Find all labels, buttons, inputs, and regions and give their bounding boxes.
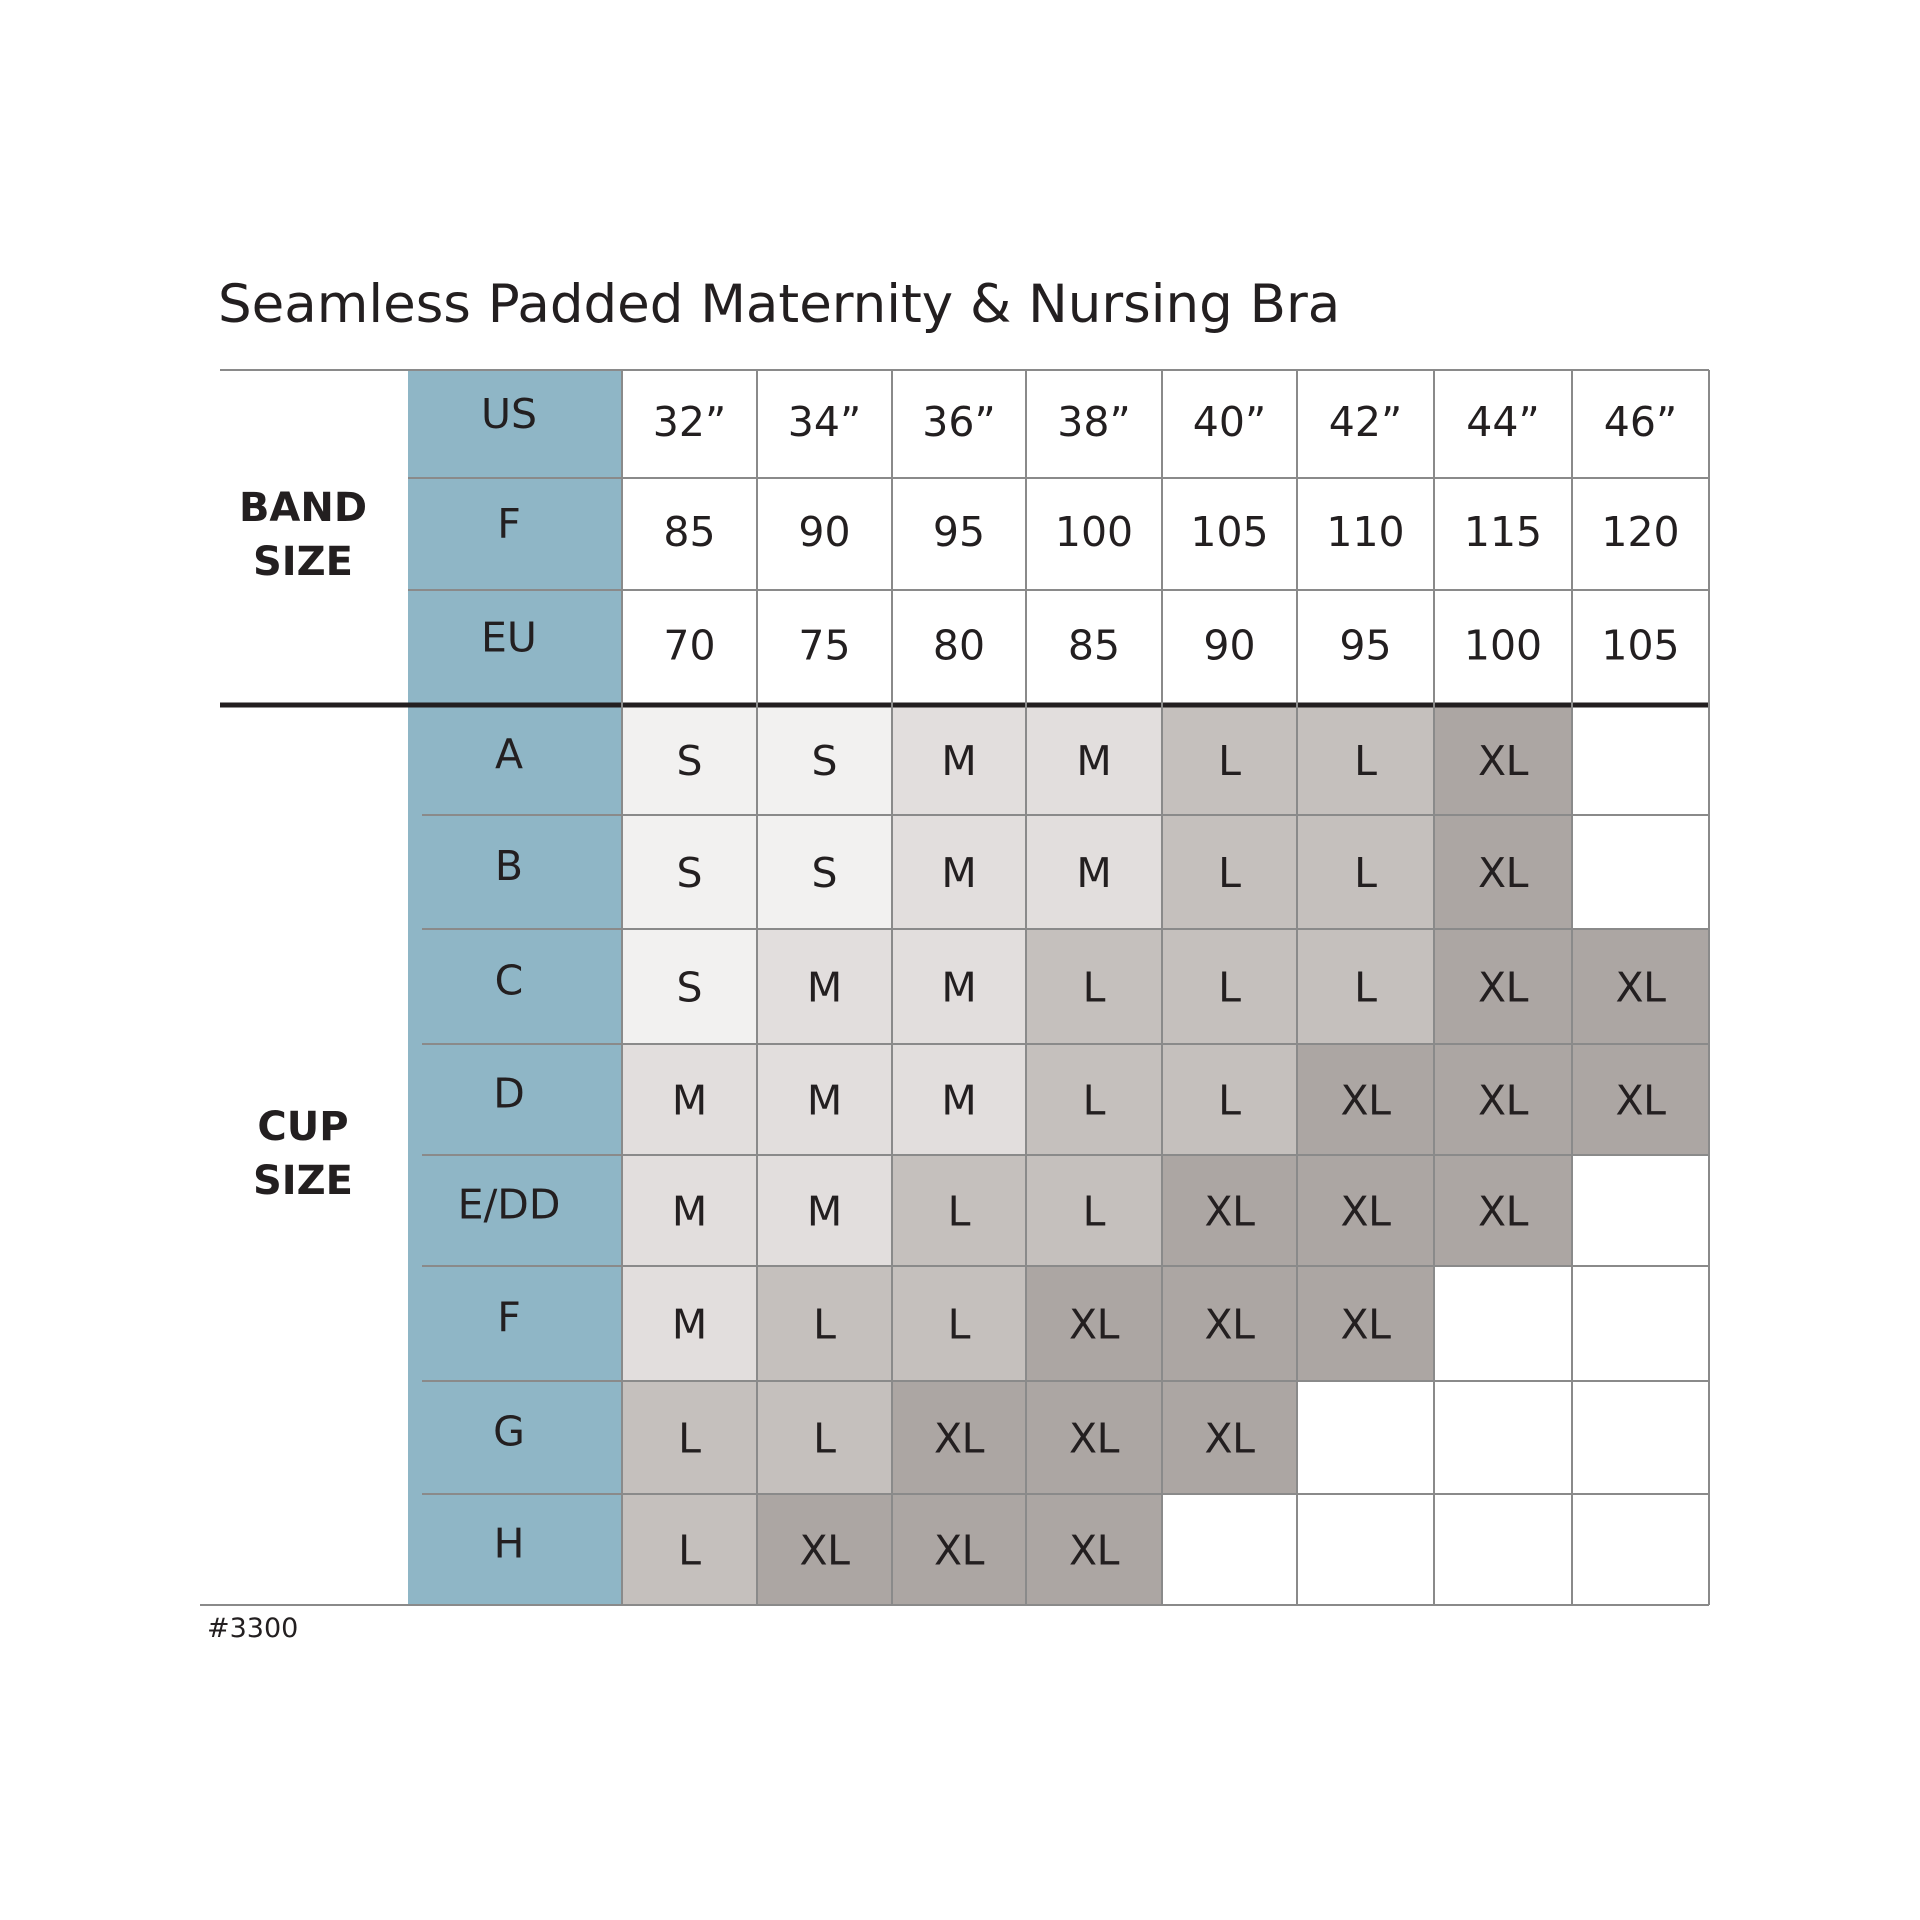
cup-row-label-d: D (493, 1069, 525, 1118)
size-value-cell: M (671, 1187, 708, 1236)
cup-row-label-f: F (497, 1293, 521, 1342)
size-value-cell: M (671, 1300, 708, 1349)
size-value-cell: L (1218, 1076, 1241, 1125)
cup-row-label-e-dd: E/DD (457, 1180, 561, 1229)
band-value-cell: 44” (1466, 398, 1540, 446)
cup-row-label-c: C (494, 956, 524, 1005)
size-value-cell: L (1354, 963, 1377, 1012)
cup-size-label-line1: CUP (257, 1104, 349, 1150)
size-value-cell: L (678, 1526, 701, 1575)
size-value-cell: M (806, 1187, 843, 1236)
band-value-cell: 85 (663, 508, 716, 556)
size-value-cell: L (813, 1300, 836, 1349)
size-value-cell: M (941, 737, 977, 785)
size-cell-empty (1162, 1494, 1297, 1605)
size-value-cell: XL (799, 1526, 850, 1575)
size-cell-empty (1572, 815, 1709, 929)
size-cell-empty (1572, 705, 1709, 815)
size-value-cell: S (676, 849, 703, 897)
band-value-cell: 38” (1057, 398, 1131, 446)
size-value-cell: L (1354, 849, 1377, 897)
band-value-cell: 46” (1603, 398, 1678, 446)
size-value-cell: L (813, 1414, 836, 1463)
size-value-cell: XL (1069, 1300, 1119, 1349)
size-value-cell: S (676, 963, 703, 1012)
size-value-cell: M (806, 1076, 843, 1125)
size-value-cell: L (1218, 737, 1241, 785)
band-value-cell: 42” (1328, 398, 1403, 446)
size-value-cell: L (1354, 737, 1377, 785)
size-value-cell: XL (1340, 1300, 1391, 1349)
band-value-cell: 110 (1326, 508, 1405, 556)
size-value-cell: S (811, 737, 838, 785)
cup-row-label-g: G (493, 1407, 525, 1456)
chart-title: Seamless Padded Maternity & Nursing Bra (218, 274, 1341, 335)
size-value-cell: XL (1478, 849, 1528, 897)
size-cell-empty (1572, 1155, 1709, 1266)
size-cell-empty (1434, 1266, 1572, 1381)
band-value-cell: 95 (932, 508, 986, 556)
cup-row-label-a: A (494, 730, 524, 778)
band-value-cell: 32” (652, 398, 727, 446)
band-value-cell: 75 (798, 621, 851, 670)
size-value-cell: M (941, 1076, 977, 1125)
size-value-cell: L (678, 1414, 701, 1463)
size-value-cell: M (941, 849, 977, 897)
size-cell-empty (1297, 1381, 1434, 1494)
size-value-cell: XL (1615, 963, 1666, 1012)
band-value-cell: 120 (1601, 508, 1680, 556)
size-value-cell: XL (1478, 1076, 1528, 1125)
band-row-label-us: US (480, 390, 538, 438)
size-value-cell: M (806, 963, 843, 1012)
band-value-cell: 90 (798, 508, 851, 556)
size-value-cell: L (1218, 963, 1241, 1012)
size-value-cell: XL (1204, 1414, 1255, 1463)
cup-row-label-h: H (493, 1519, 525, 1568)
band-value-cell: 85 (1067, 621, 1121, 670)
band-value-cell: 40” (1192, 398, 1267, 446)
size-cell-empty (1434, 1494, 1572, 1605)
size-value-cell: XL (1204, 1187, 1255, 1236)
size-value-cell: L (947, 1300, 971, 1349)
band-value-cell: 105 (1601, 621, 1680, 670)
band-value-cell: 70 (663, 621, 716, 670)
size-value-cell: XL (1340, 1187, 1391, 1236)
band-value-cell: 34” (787, 398, 862, 446)
size-value-cell: L (947, 1187, 971, 1236)
size-value-cell: M (941, 963, 977, 1012)
size-cell-empty (1297, 1494, 1434, 1605)
size-value-cell: XL (1478, 963, 1528, 1012)
size-value-cell: L (1218, 849, 1241, 897)
band-size-group-label (203, 481, 403, 589)
size-cell-empty (1572, 1494, 1709, 1605)
size-value-cell: XL (1478, 737, 1528, 785)
size-value-cell: L (1082, 1187, 1106, 1236)
band-value-cell: 105 (1190, 508, 1269, 556)
size-value-cell: XL (1340, 1076, 1391, 1125)
size-value-cell: S (676, 737, 703, 785)
size-value-cell: M (1076, 737, 1112, 785)
band-row-label-eu: EU (481, 613, 537, 662)
cup-size-label-line2: SIZE (252, 1158, 354, 1204)
band-value-cell: 80 (932, 621, 986, 670)
band-value-cell: 36” (922, 398, 996, 446)
size-value-cell: XL (934, 1526, 984, 1575)
cup-row-label-b: B (494, 842, 524, 890)
size-value-cell: XL (1478, 1187, 1528, 1236)
size-value-cell: XL (1069, 1414, 1119, 1463)
band-size-label-line1: BAND (238, 485, 368, 531)
band-value-cell: 115 (1463, 508, 1543, 556)
size-value-cell: L (1082, 1076, 1106, 1125)
cup-size-group-label (203, 1100, 403, 1208)
band-row-label-f: F (497, 500, 521, 548)
size-cell-empty (1572, 1266, 1709, 1381)
size-value-cell: L (1082, 963, 1106, 1012)
band-size-label-line2: SIZE (252, 539, 354, 585)
style-number: #3300 (207, 1613, 299, 1644)
size-value-cell: XL (1615, 1076, 1666, 1125)
size-value-cell: XL (934, 1414, 984, 1463)
size-cell-empty (1434, 1381, 1572, 1494)
band-value-cell: 90 (1203, 621, 1256, 670)
size-value-cell: XL (1069, 1526, 1119, 1575)
band-value-cell: 95 (1339, 621, 1392, 670)
size-cell-empty (1572, 1381, 1709, 1494)
size-value-cell: XL (1204, 1300, 1255, 1349)
size-value-cell: M (1076, 849, 1112, 897)
size-value-cell: S (811, 849, 838, 897)
band-value-cell: 100 (1463, 621, 1543, 670)
size-value-cell: M (671, 1076, 708, 1125)
band-value-cell: 100 (1054, 508, 1134, 556)
